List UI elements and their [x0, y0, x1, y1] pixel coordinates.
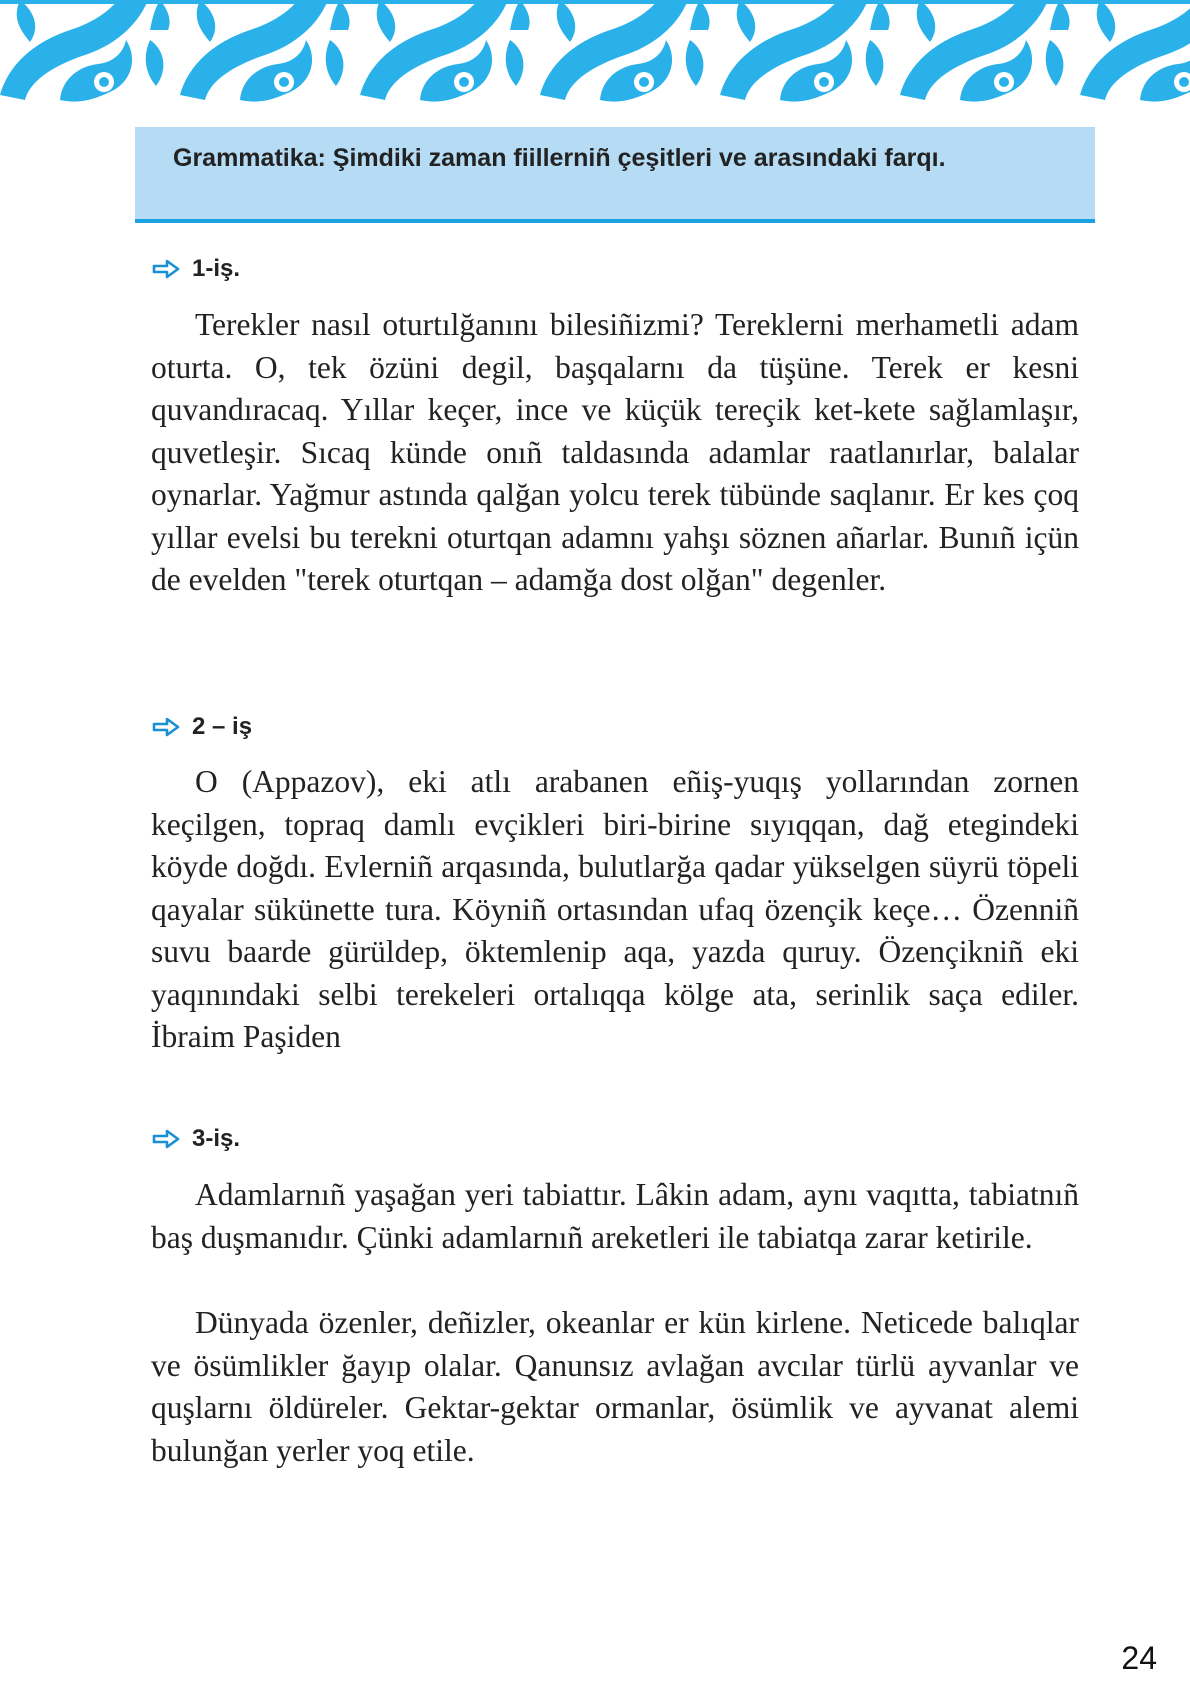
arrow-right-outline-icon	[152, 259, 180, 279]
exercise-2-paragraph: O (Appazov), eki atlı arabanen eñiş-yuqış yollarından zornen keçilgen, topraq damlı evçikleri biri-birine sıyıqqan, dağ etegindeki köyde doğdı. Evlerniñ arqasında, bulutlarğa qadar yükselgen süyrü töpeli qayalar sükünette tura. Köyniñ ortasından ufaq özençik keçe… Özenniñ suvu baarde gürüldep, öktemlenip aqa, yazda quruy. Özençikniñ eki yaqınındaki selbi terekeleri ortalıqqa kölge ata, serinlik saça ediler. İbraim Paşiden	[151, 764, 1079, 1054]
exercise-1-paragraph: Terekler nasıl oturtılğanını bilesiñizmi? Tereklerni merhametli adam oturta. O, tek özüni degil, başqalarnı da tüşüne. Terek er kesni quvandıracaq. Yıllar keçer, ince ve küçük tereçik ket-kete sağlamlaşır, quvetleşir. Sıcaq künde onıñ taldasında adamlar raatlanırlar, balalar oynarlar. Yağmur astında qalğan yolcu terek tübünde saqlanır. Er kes çoq yıllar evelsi bu terekni oturtqan adamnı yahşı söznen añarlar. Bunıñ içün de evelden "terek oturtqan – adamğa dost olğan" degenler.	[151, 307, 1079, 597]
exercise-3-paragraph-2: Dünyada özenler, deñizler, okeanlar er kün kirlene. Neticede balıqlar ve ösümlikler ğayıp olalar. Qanunsız avlağan avcılar türlü ayvanlar ve quşlarnı öldüreler. Gektar-gektar ormanlar, ösümlik ve ayvanat alemi bulunğan yerler yoq etile.	[151, 1305, 1079, 1468]
arrow-right-outline-icon	[152, 717, 180, 737]
floral-ornament-border	[0, 0, 1190, 108]
exercise-1-heading	[152, 254, 240, 284]
exercise-2-heading	[152, 712, 252, 742]
exercise-3-heading	[152, 1124, 240, 1154]
grammar-topic: Grammatika: Şimdiki zaman fiillerniñ çeşitleri ve arasındaki farqı.	[173, 144, 946, 172]
exercise-3-label: 3-iş.	[192, 1125, 241, 1152]
grammar-banner	[135, 127, 1095, 223]
exercise-2-label: 2 – iş	[192, 713, 253, 740]
exercise-1-label: 1-iş.	[192, 255, 241, 282]
arrow-right-outline-icon	[152, 1129, 180, 1149]
page-number: 24	[1121, 1640, 1157, 1676]
exercise-3-paragraph-1: Adamlarnıñ yaşağan yeri tabiattır. Lâkin adam, aynı vaqıtta, tabiatnıñ baş duşmanıdır. Çünki adamlarnıñ areketleri ile tabiatqa zarar ketirile.	[151, 1177, 1079, 1255]
